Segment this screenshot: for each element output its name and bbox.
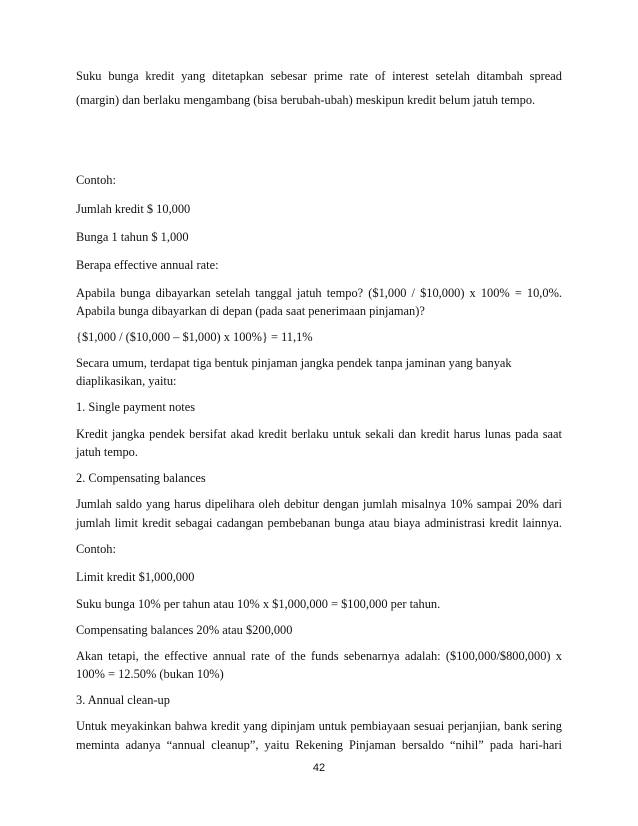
text-line: 1. Single payment notes: [76, 400, 196, 414]
text-line: Berapa effective annual rate:: [76, 258, 219, 272]
text-line: 2. Compensating balances: [76, 471, 206, 485]
text-line: Contoh:: [76, 173, 116, 187]
text-line: 100% = 12.50% (bukan 10%): [76, 667, 224, 681]
text-line: Suku bunga 10% per tahun atau 10% x $1,000,000 = $100,000 per tahun.: [76, 597, 441, 611]
text-line: Akan tetapi, the effective annual rate of the funds sebenarnya adalah: ($100,000/$800,000) x: [76, 649, 562, 663]
text-line: Limit kredit $1,000,000: [76, 570, 195, 584]
text-line: meminta adanya “annual cleanup”, yaitu Rekening Pinjaman bersaldo “nihil” pada hari-hari: [76, 738, 562, 752]
text-line: 3. Annual clean-up: [76, 693, 170, 707]
text-line: Untuk meyakinkan bahwa kredit yang dipinjam untuk pembiayaan sesuai perjanjian, bank sering: [76, 719, 562, 733]
text-line: Jumlah saldo yang harus dipelihara oleh debitur dengan jumlah misalnya 10% sampai 20% dari: [76, 497, 562, 511]
text-line: Secara umum, terdapat tiga bentuk pinjaman jangka pendek tanpa jaminan yang banyak: [76, 356, 512, 370]
text-line: Compensating balances 20% atau $200,000: [76, 623, 293, 637]
text-line: Suku bunga kredit yang ditetapkan sebesar prime rate of interest setelah ditambah spread: [76, 69, 562, 83]
text-line: {$1,000 / ($10,000 – $1,000) x 100%} = 11,1%: [76, 330, 313, 344]
text-line: (margin) dan berlaku mengambang (bisa berubah-ubah) meskipun kredit belum jatuh tempo.: [76, 93, 536, 107]
text-line: Bunga 1 tahun $ 1,000: [76, 230, 189, 244]
text-line: Jumlah kredit $ 10,000: [76, 202, 191, 216]
text-line: jumlah limit kredit sebagai cadangan pembebanan bunga atau biaya administrasi kredit lainnya.: [76, 516, 562, 530]
text-line: jatuh tempo.: [76, 445, 138, 459]
text-line: diaplikasikan, yaitu:: [76, 374, 177, 388]
text-line: Apabila bunga dibayarkan di depan (pada saat penerimaan pinjaman)?: [76, 304, 425, 318]
text-line: Contoh:: [76, 542, 116, 556]
page-number: 42: [312, 762, 326, 774]
text-line: Kredit jangka pendek bersifat akad kredit berlaku untuk sekali dan kredit harus lunas pada saat: [76, 427, 562, 441]
text-line: Apabila bunga dibayarkan setelah tanggal jatuh tempo? ($1,000 / $10,000) x 100% = 10,0%.: [76, 286, 562, 300]
